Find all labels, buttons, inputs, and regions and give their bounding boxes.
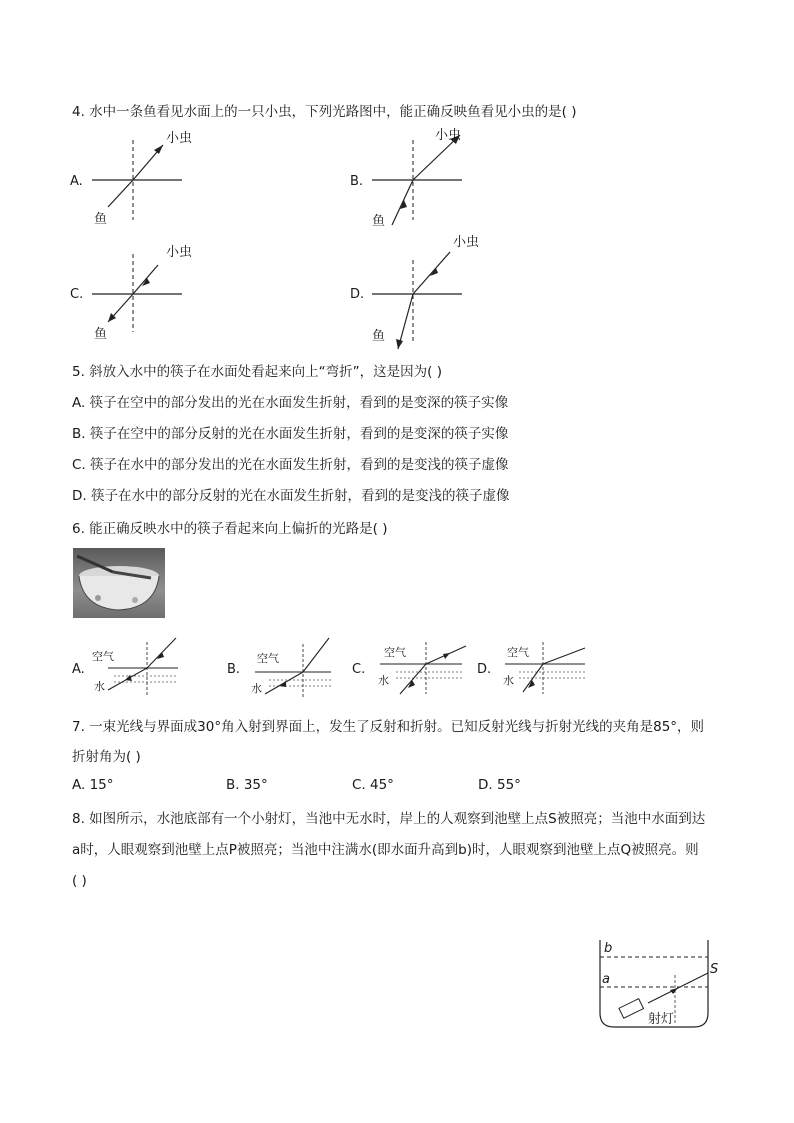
bowl-chopstick-photo <box>73 548 165 618</box>
q6-a-water-label: 水 <box>94 680 105 693</box>
pool-a-label: a <box>602 972 610 987</box>
q4-a-letter: A. <box>70 174 83 189</box>
q8-line1: 8. 如图所示，水池底部有一个小射灯，当池中无水时，岸上的人观察到池壁上点S被照亮；当池中水面到达 <box>72 811 706 827</box>
q4-stem: 4. 水中一条鱼看见水面上的一只小虫，下列光路图中，能正确反映鱼看见小虫的是( ) <box>72 104 577 120</box>
q4-c-letter: C. <box>70 287 84 302</box>
q6-b-air-label: 空气 <box>257 652 279 665</box>
q5-option-a[interactable]: A. 筷子在空中的部分发出的光在水面发生折射，看到的是变深的筷子实像 <box>72 395 509 411</box>
q6-option-b-diagram[interactable] <box>225 632 345 702</box>
q4-c-bug-label: 小虫 <box>166 245 193 260</box>
q5-option-d[interactable]: D. 筷子在水中的部分反射的光在水面发生折射，看到的是变浅的筷子虚像 <box>72 488 510 504</box>
q4-d-bug-label: 小虫 <box>453 235 480 250</box>
q5-option-b[interactable]: B. 筷子在空中的部分反射的光在水面发生折射，看到的是变深的筷子实像 <box>72 426 509 442</box>
q6-b-letter: B. <box>227 662 241 677</box>
q6-d-air-label: 空气 <box>507 646 529 659</box>
q6-c-air-label: 空气 <box>384 646 406 659</box>
q4-b-bug-label: 小虫 <box>435 128 462 143</box>
q4-d-fish-label: 鱼 <box>372 329 386 344</box>
q6-stem: 6. 能正确反映水中的筷子看起来向上偏折的光路是( ) <box>72 521 388 537</box>
q7-option-c[interactable]: C. 45° <box>352 777 394 793</box>
q6-d-letter: D. <box>477 662 492 677</box>
q7-option-a[interactable]: A. 15° <box>72 777 114 793</box>
pool-diagram <box>590 935 730 1035</box>
q6-a-letter: A. <box>72 662 85 677</box>
q6-d-water-label: 水 <box>503 674 514 687</box>
q4-b-fish-label: 鱼 <box>372 214 386 229</box>
q7-stem-line1: 7. 一束光线与界面成30°角入射到界面上，发生了反射和折射。已知反射光线与折射光线的夹角是85°，则 <box>72 719 705 735</box>
q4-c-fish-label: 鱼 <box>94 327 108 342</box>
q8-line2: a时，人眼观察到池壁上点P被照亮；当池中注满水(即水面升高到b)时，人眼观察到池壁上点Q被照亮。则 <box>72 842 699 858</box>
q6-c-water-label: 水 <box>378 674 389 687</box>
q6-a-air-label: 空气 <box>92 650 114 663</box>
q4-option-a-diagram[interactable] <box>70 125 210 230</box>
q7-stem-line2: 折射角为( ) <box>72 749 141 765</box>
q6-c-letter: C. <box>352 662 366 677</box>
q6-option-a-diagram[interactable] <box>70 632 190 702</box>
pool-s-label: S <box>710 962 719 977</box>
q4-option-d-diagram[interactable] <box>350 232 500 357</box>
q7-option-d[interactable]: D. 55° <box>478 777 521 793</box>
q4-a-bug-label: 小虫 <box>166 131 193 146</box>
q4-option-c-diagram[interactable] <box>70 240 210 345</box>
q6-option-c-diagram[interactable] <box>350 632 475 702</box>
q8-line3: ( ) <box>72 873 87 889</box>
q7-option-b[interactable]: B. 35° <box>226 777 268 793</box>
pool-lamp-label: 射灯 <box>648 1012 675 1027</box>
q4-b-letter: B. <box>350 174 364 189</box>
q4-a-fish-label: 鱼 <box>94 212 108 227</box>
q6-option-d-diagram[interactable] <box>475 632 600 702</box>
q5-option-c[interactable]: C. 筷子在水中的部分发出的光在水面发生折射，看到的是变浅的筷子虚像 <box>72 457 509 473</box>
q6-b-water-label: 水 <box>251 682 262 695</box>
pool-b-label: b <box>604 941 613 956</box>
q4-option-b-diagram[interactable] <box>350 125 490 235</box>
q5-stem: 5. 斜放入水中的筷子在水面处看起来向上“弯折”，这是因为( ) <box>72 364 442 380</box>
q4-d-letter: D. <box>350 287 365 302</box>
